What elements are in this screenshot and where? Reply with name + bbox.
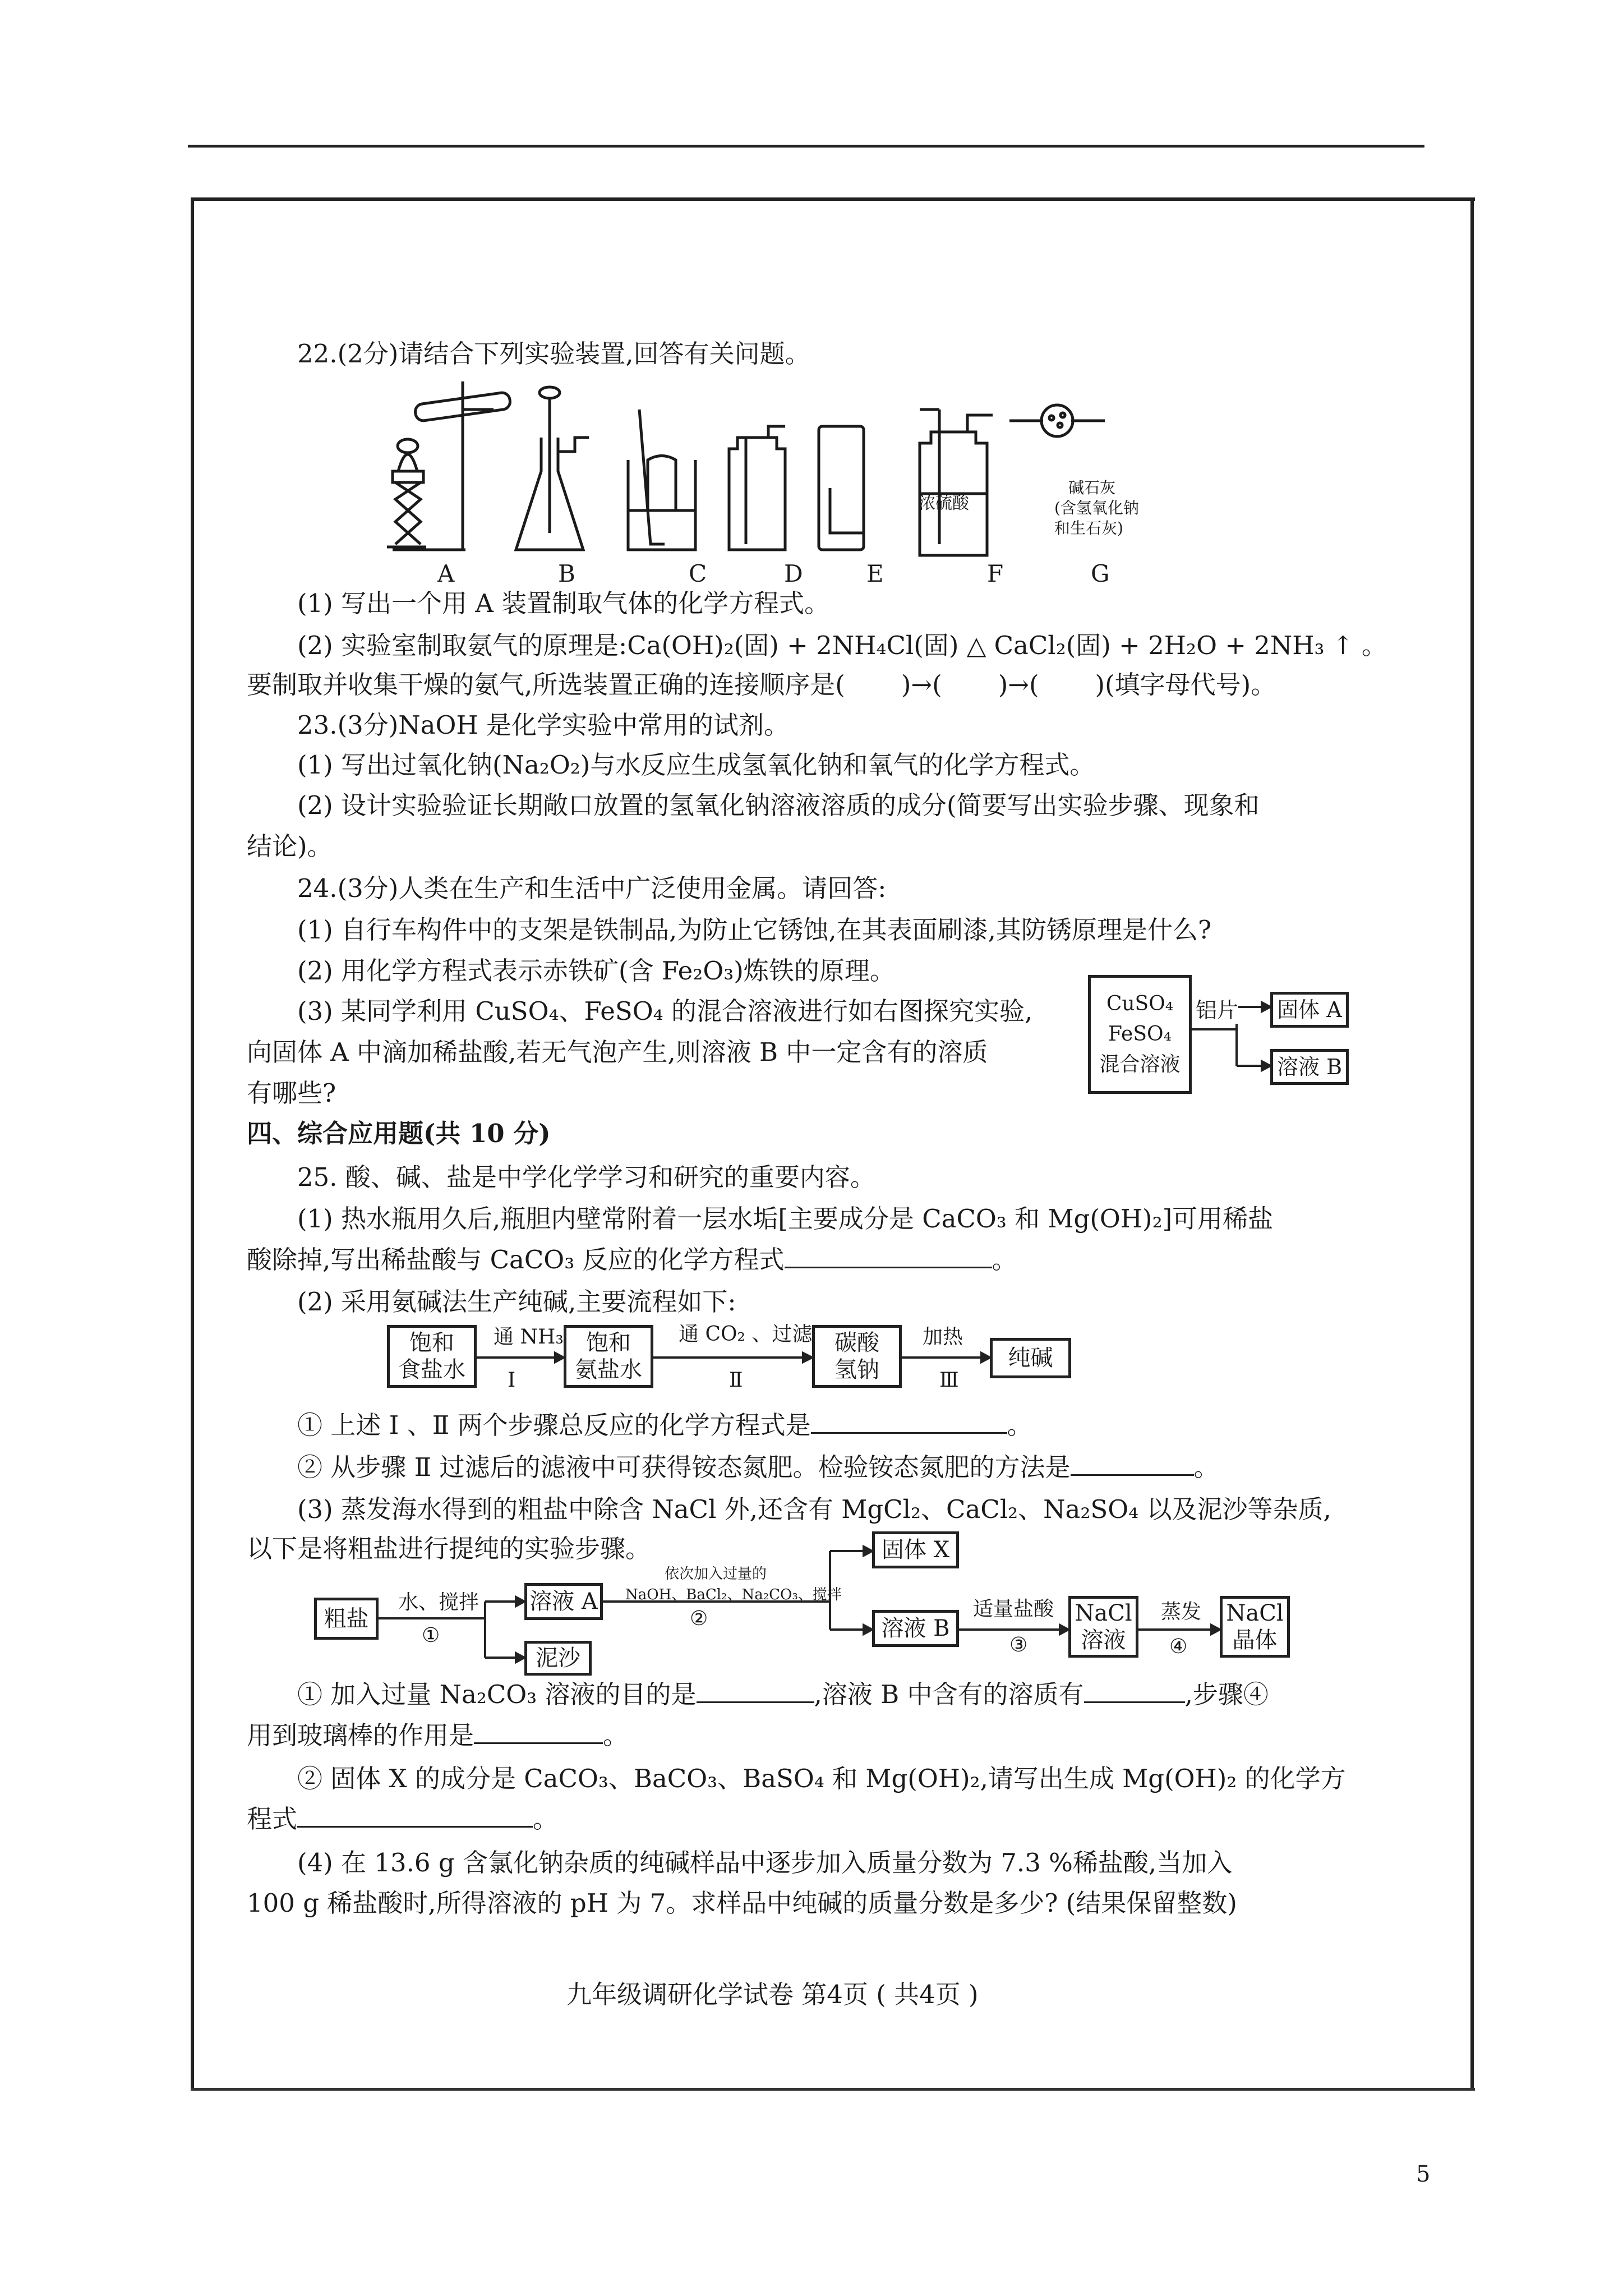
solid-a-box: 固体 A (1270, 992, 1349, 1028)
scan-frame-right (1470, 197, 1474, 2091)
flow2-a3: 适量盐酸 (973, 1598, 1054, 1621)
q25-part3-1-cont: 用到玻璃棒的作用是 。 (247, 1718, 628, 1753)
flow1-arrow1-label: 通 NH₃ (494, 1326, 564, 1349)
q23-part2-cont: 结论)。 (247, 831, 333, 861)
flow2-s2: ② (690, 1607, 708, 1630)
q25-part3-2: ② 固体 X 的成分是 CaCO₃、BaCO₃、BaSO₄ 和 Mg(OH)₂,请写出生成 Mg(OH)₂ 的化学方 (297, 1764, 1346, 1793)
top-rule (188, 145, 1424, 148)
flow2-crude-salt: 粗盐 (314, 1598, 379, 1640)
f-note-label: 浓硫酸 (919, 494, 969, 513)
apparatus-f (920, 409, 993, 555)
q24-part3-cont2: 有哪些? (247, 1078, 336, 1108)
g-note-1: 碱石灰 (1068, 478, 1116, 497)
q25-title: 25. 酸、碱、盐是中学化学学习和研究的重要内容。 (297, 1162, 875, 1192)
flow2-a4: 蒸发 (1161, 1600, 1202, 1623)
q23-part1: (1) 写出过氧化钠(Na₂O₂)与水反应生成氢氧化钠和氧气的化学方程式。 (297, 750, 1095, 780)
mixed-solution-box (1088, 975, 1192, 1094)
q22-part1: (1) 写出一个用 A 装置制取气体的化学方程式。 (297, 588, 830, 618)
box-cuso4: CuSO₄ (1106, 992, 1174, 1015)
flow2-a2a: 依次加入过量的 (665, 1566, 767, 1582)
box-mixed: 混合溶液 (1099, 1053, 1181, 1076)
section-4-heading: 四、综合应用题(共 10 分) (247, 1119, 551, 1148)
flow1-arrows (477, 1346, 993, 1369)
page-number: 5 (1416, 2161, 1431, 2187)
q25-part2-1: ① 上述 Ⅰ 、Ⅱ 两个步骤总反应的化学方程式是 。 (297, 1408, 1032, 1443)
label-e: E (866, 560, 884, 587)
flow2-s4: ④ (1169, 1635, 1188, 1658)
g-note-2: (含氢氧化钠 (1054, 499, 1139, 517)
apparatus-d (729, 426, 785, 550)
apparatus-c (628, 409, 695, 550)
label-d: D (784, 560, 803, 587)
box-feso4: FeSO₄ (1108, 1023, 1172, 1046)
q25-part1: (1) 热水瓶用久后,瓶胆内壁常附着一层水垢[主要成分是 CaCO₃ 和 Mg(OH)₂]可用稀盐 (297, 1204, 1274, 1234)
flow1-box4: 纯碱 (990, 1338, 1071, 1378)
apparatus-figure (381, 376, 1178, 600)
label-c: C (689, 560, 707, 587)
flow1-box1: 饱和 食盐水 (387, 1325, 477, 1388)
scan-frame-bottom (191, 2088, 1475, 2091)
apparatus-b (516, 387, 589, 550)
q24-title: 24.(3分)人类在生产和生活中广泛使用金属。请回答: (297, 873, 887, 903)
q24-part2: (2) 用化学方程式表示赤铁矿(含 Fe₂O₃)炼铁的原理。 (297, 956, 895, 986)
flow1-step3: Ⅲ (939, 1369, 959, 1392)
flow2-nacl-solution: NaCl 溶液 (1068, 1596, 1138, 1658)
q24-part3-cont: 向固体 A 中滴加稀盐酸,若无气泡产生,则溶液 B 中一定含有的溶质 (247, 1037, 988, 1067)
q25-part2-2: ② 从步骤 Ⅱ 过滤后的滤液中可获得铵态氮肥。检验铵态氮肥的方法是 。 (297, 1450, 1219, 1485)
q22-part2-order: 要制取并收集干燥的氨气,所选装置正确的连接顺序是( )→( )→( )(填字母代号)。 (247, 670, 1276, 700)
q25-part3-cont: 以下是将粗盐进行提纯的实验步骤。 (247, 1534, 651, 1563)
q25-part1-cont: 酸除掉,写出稀盐酸与 CaCO₃ 反应的化学方程式 。 (247, 1243, 1017, 1277)
q24-part1: (1) 自行车构件中的支架是铁制品,为防止它锈蚀,在其表面刷漆,其防锈原理是什么? (297, 915, 1212, 945)
page-footer: 九年级调研化学试卷 第4页 ( 共4页 ) (566, 1980, 979, 2009)
flow2-a2b: NaOH、BaCl₂、Na₂CO₃、搅拌 (625, 1586, 842, 1603)
solution-b-box: 溶液 B (1270, 1049, 1349, 1085)
flow2-solution-a: 溶液 A (524, 1583, 603, 1620)
q25-part4-cont: 100 g 稀盐酸时,所得溶液的 pH 为 7。求样品中纯碱的质量分数是多少? (结果保留整数) (247, 1888, 1237, 1918)
q22-title: 22.(2分)请结合下列实验装置,回答有关问题。 (297, 339, 810, 369)
q25-part2: (2) 采用氨碱法生产纯碱,主要流程如下: (297, 1287, 736, 1317)
apparatus-a (387, 381, 511, 550)
label-a: A (437, 560, 455, 587)
apparatus-g (1009, 405, 1105, 436)
aluminum-label: 铝片 (1196, 993, 1238, 1024)
g-note-3: 和生石灰) (1054, 519, 1123, 537)
scan-frame-top (191, 197, 1475, 201)
label-f: F (987, 560, 1004, 587)
flow1-box3: 碳酸 氢钠 (812, 1325, 902, 1388)
flow2-a1: 水、搅拌 (398, 1591, 479, 1614)
apparatus-e (819, 426, 864, 550)
flow2-solution-b: 溶液 B (872, 1610, 959, 1647)
flow2-mud: 泥沙 (524, 1641, 592, 1676)
flow1-step1: Ⅰ (508, 1369, 516, 1392)
q23-part2: (2) 设计实验验证长期敞口放置的氢氧化钠溶液溶质的成分(简要写出实验步骤、现象和 (297, 790, 1260, 820)
q25-part3: (3) 蒸发海水得到的粗盐中除含 NaCl 外,还含有 MgCl₂、CaCl₂、Na₂SO₄ 以及泥沙等杂质, (297, 1494, 1331, 1524)
q24-part3: (3) 某同学利用 CuSO₄、FeSO₄ 的混合溶液进行如右图探究实验, (297, 996, 1033, 1026)
q22-part2: (2) 实验室制取氨气的原理是:Ca(OH)₂(固) + 2NH₄Cl(固) △ CaCl₂(固) + 2H₂O + 2NH₃ ↑ 。 (297, 631, 1387, 660)
flow1-arrow2-label: 通 CO₂ 、过滤 (679, 1323, 813, 1346)
flow2-s1: ① (422, 1624, 440, 1647)
flow2-solid-x: 固体 X (872, 1531, 959, 1568)
flow2-nacl-crystal: NaCl 晶体 (1220, 1596, 1290, 1658)
flow1-arrow3-label: 加热 (923, 1326, 963, 1349)
q25-part4: (4) 在 13.6 g 含氯化钠杂质的纯碱样品中逐步加入质量分数为 7.3 %稀盐酸,当加入 (297, 1848, 1233, 1878)
flow2-s3: ③ (1009, 1634, 1028, 1657)
label-b: B (558, 560, 575, 587)
label-g: G (1091, 560, 1110, 587)
q25-part3-1: ① 加入过量 Na₂CO₃ 溶液的目的是 ,溶液 B 中含有的溶质有 ,步骤④ (297, 1677, 1269, 1712)
flow1-step2: Ⅱ (729, 1369, 743, 1392)
q23-title: 23.(3分)NaOH 是化学实验中常用的试剂。 (297, 710, 789, 740)
flow1-box2: 饱和 氨盐水 (564, 1325, 653, 1388)
scan-frame-left (191, 197, 194, 2091)
q25-part3-2-cont: 程式 。 (247, 1802, 558, 1837)
